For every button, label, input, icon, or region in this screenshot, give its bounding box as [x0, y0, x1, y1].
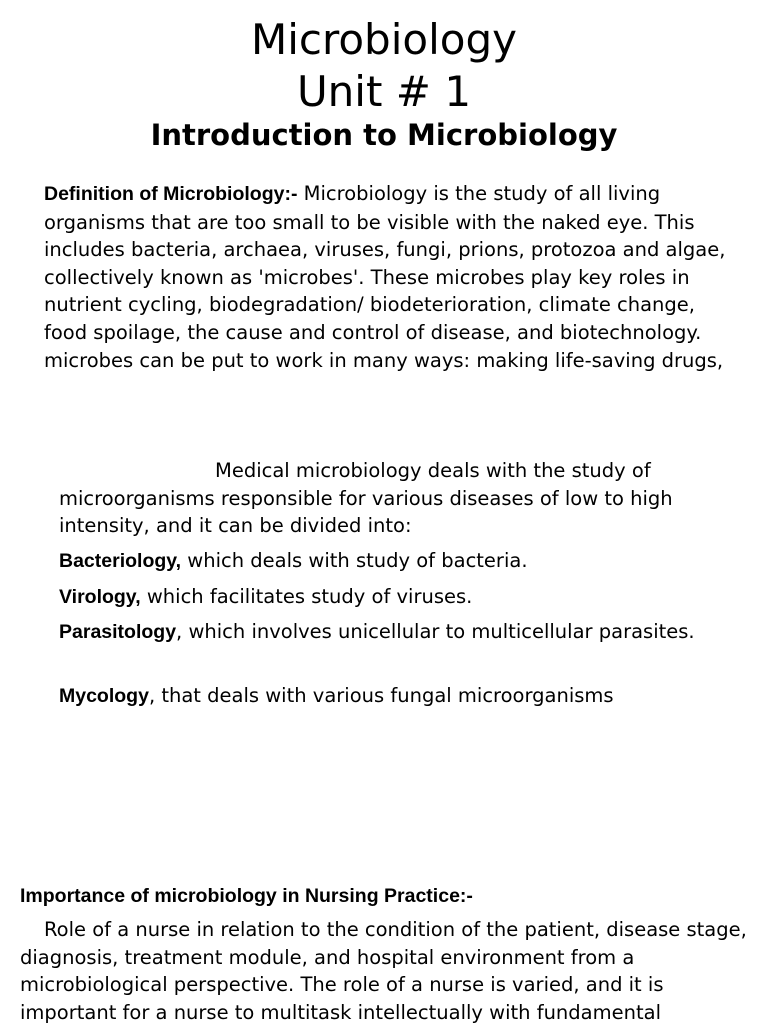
branch-item-virology	[59, 583, 749, 612]
nursing-paragraph: Role of a nurse in relation to the condition of the patient, disease stage, diagnosis, treatment module, and hospital environment from a microbiological perspective. The role of a nurse is varied, and it is important for a nurse to multitask intellectually with fundamental	[20, 918, 747, 1024]
definition-paragraph	[44, 180, 744, 374]
branch-term: Mycology	[59, 685, 149, 707]
medical-microbiology-paragraph: Medical microbiology deals with the study of microorganisms responsible for various diseases of low to high intensity, and it can be divided into:	[59, 459, 673, 538]
branch-term: Bacteriology,	[59, 550, 182, 572]
section-title: Introduction to Microbiology	[150, 118, 618, 152]
nursing-heading-text: Importance of microbiology in Nursing Practice:-	[20, 885, 473, 907]
branch-description: , which involves unicellular to multicellular parasites.	[176, 620, 695, 643]
branch-item-parasitology	[59, 618, 749, 647]
document-title: Microbiology	[251, 15, 517, 64]
branch-description: , that deals with various fungal microorganisms	[148, 684, 614, 707]
definition-text: Microbiology is the study of all living organisms that are too small to be visible with the naked eye. This includes bacteria, archaea, viruses, fungi, prions, protozoa and algae, collectively known as 'microbes'. These microbes play key roles in nutrient cycling, biodegradation/ biodeterioration, climate change, food spoilage, the cause and control of disease, and biotechnology. microbes can be put to work in many ways: making life-saving drugs,	[44, 182, 726, 372]
branch-term: Virology,	[59, 586, 141, 608]
branch-item-bacteriology	[59, 547, 749, 576]
branch-description: which deals with study of bacteria.	[181, 549, 528, 572]
definition-label: Definition of Microbiology:-	[44, 183, 298, 205]
branch-description: which facilitates study of viruses.	[140, 585, 473, 608]
nursing-heading	[20, 882, 750, 911]
branch-term: Parasitology	[59, 621, 177, 643]
branch-item-mycology	[59, 682, 749, 711]
unit-number: Unit # 1	[296, 67, 472, 116]
